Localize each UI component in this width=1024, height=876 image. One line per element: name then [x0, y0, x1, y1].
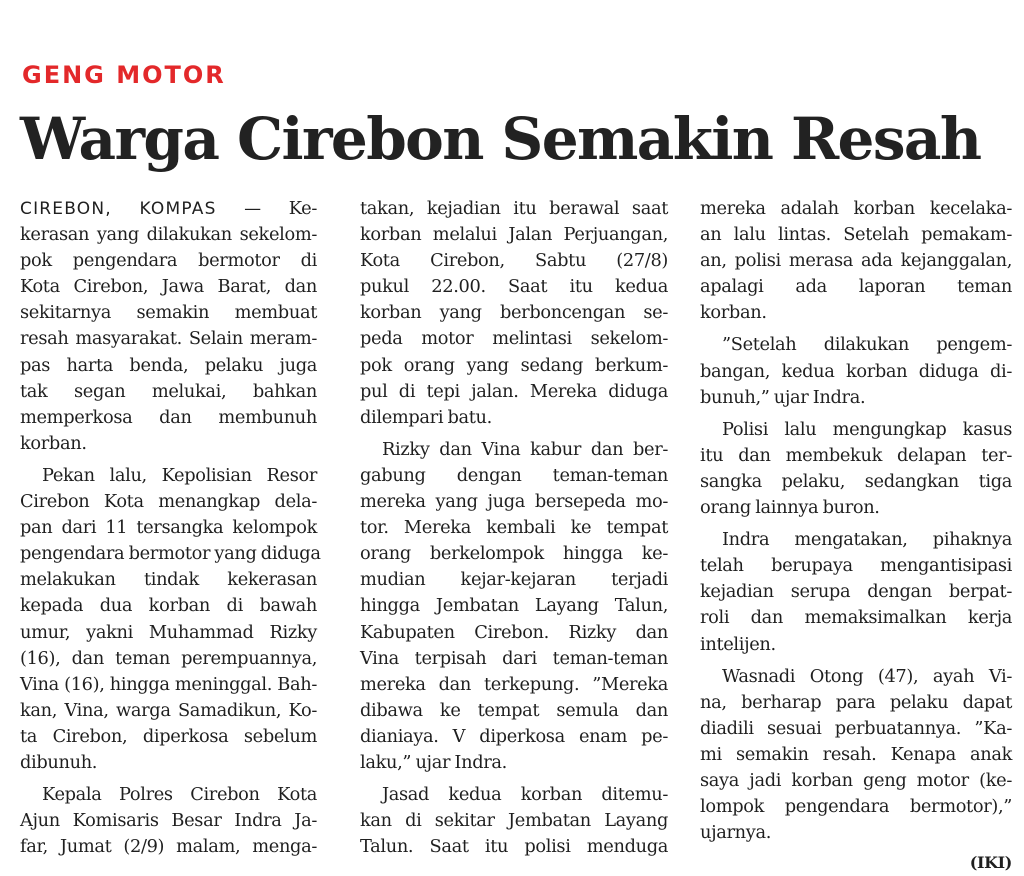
text-line: mudian kejar-kejaran terjadi [360, 569, 668, 591]
text-line: pas harta benda, pelaku juga [20, 354, 317, 376]
text-line: orang berkelompok hingga ke- [360, 543, 668, 565]
text-line: pan dari 11 tersangka kelompok [20, 517, 317, 539]
text-line: dibunuh. [20, 751, 98, 773]
text-line: lompok pengendara bermotor),” [700, 796, 1012, 818]
text-line: (16), dan teman perempuannya, [20, 647, 317, 669]
text-line: Kepala Polres Cirebon Kota [42, 784, 317, 806]
text-line: memperkosa dan membunuh [20, 406, 317, 428]
text-line: korban melalui Jalan Perjuangan, [360, 224, 668, 246]
text-line: Talun. Saat itu polisi menduga [360, 836, 668, 858]
text-line: bangan, kedua korban diduga di- [700, 360, 1012, 382]
text-line: mereka dan terkepung. ”Mereka [360, 673, 668, 695]
text-line: roli dan memaksimalkan kerja [700, 607, 1012, 629]
text-line: an, polisi merasa ada kejanggalan, [700, 250, 1012, 272]
text-line: melakukan tindak kekerasan [20, 569, 317, 591]
text-line: peda motor melintasi sekelom- [360, 328, 668, 350]
text-line: kejadian serupa dengan berpat- [700, 581, 1012, 603]
dateline: CIREBON, KOMPAS — [20, 199, 263, 219]
text-line: Polisi lalu mengungkap kasus [722, 418, 1012, 440]
text-line: pukul 22.00. Saat itu kedua [360, 276, 668, 298]
text-line: saya jadi korban geng motor (ke- [700, 769, 1012, 791]
text-line: bunuh,” ujar Indra. [700, 386, 866, 408]
text-line: pul di tepi jalan. Mereka diduga [360, 380, 668, 402]
text-line: apalagi ada laporan teman [700, 276, 1012, 298]
text-line: sangka pelaku, sedangkan tiga [700, 470, 1012, 492]
section-rubric: GENG MOTOR [22, 61, 226, 89]
text-line: mi semakin resah. Kenapa anak [700, 743, 1012, 765]
text-line: kepada dua korban di bawah [20, 595, 317, 617]
text-line: Vina (16), hingga meninggal. Bah- [20, 673, 317, 695]
text-line: itu dan membekuk delapan ter- [700, 444, 1012, 466]
text-line: Ajun Komisaris Besar Indra Ja- [20, 810, 317, 832]
text-line: ”Setelah dilakukan pengem- [722, 334, 1012, 356]
text-line: kerasan yang dilakukan sekelom- [20, 224, 317, 246]
text-line: hingga Jembatan Layang Talun, [360, 595, 668, 617]
text-line: Pekan lalu, Kepolisian Resor [42, 464, 317, 486]
text-line: pengendara bermotor yang diduga [20, 543, 321, 565]
article-column-2 [360, 196, 668, 860]
text-line: korban yang berboncengan se- [360, 302, 668, 324]
text-line: mereka yang juga bersepeda mo- [360, 491, 668, 513]
text-line: Kota Cirebon, Jawa Barat, dan [20, 276, 317, 298]
text-line: pok pengendara bermotor di [20, 250, 317, 272]
text-line: korban. [20, 432, 87, 454]
author-signature: (IKI) [969, 853, 1012, 873]
text-line: CIREBON, KOMPAS — Ke- [20, 198, 317, 219]
text-line: an lalu lintas. Setelah pemakam- [700, 224, 1012, 246]
text-line: Wasnadi Otong (47), ayah Vi- [722, 665, 1012, 687]
text-line: tak segan melukai, bahkan [20, 380, 317, 402]
text-line: gabung dengan teman-teman [360, 464, 668, 486]
text-line: Indra mengatakan, pihaknya [722, 529, 1012, 551]
text-line: kan, Vina, warga Samadikun, Ko- [20, 699, 317, 721]
text-line: kan di sekitar Jembatan Layang [360, 810, 668, 832]
text-line: far, Jumat (2/9) malam, menga- [20, 836, 317, 858]
text-line: telah berupaya mengantisipasi [700, 555, 1012, 577]
text-line: orang lainnya buron. [700, 497, 880, 519]
text-line: dilempari batu. [360, 406, 492, 428]
text-line: Cirebon Kota menangkap dela- [20, 491, 317, 513]
text-line: Rizky dan Vina kabur dan ber- [382, 438, 668, 460]
text-line: sekitarnya semakin membuat [20, 302, 317, 324]
text-line: umur, yakni Muhammad Rizky [20, 621, 317, 643]
article-column-1 [20, 196, 321, 860]
text-line: dibawa ke tempat semula dan [360, 699, 668, 721]
text-line: korban. [700, 302, 767, 324]
headline: Warga Cirebon Semakin Resah [20, 105, 981, 173]
text-line: takan, kejadian itu berawal saat [360, 198, 668, 219]
text-line: resah masyarakat. Selain meram- [20, 328, 317, 350]
text-line: na, berharap para pelaku dapat [700, 691, 1012, 713]
text-line: laku,” ujar Indra. [360, 751, 507, 773]
text-line: intelijen. [700, 633, 776, 655]
text-line: pok orang yang sedang berkum- [360, 354, 668, 376]
text-line: Jasad kedua korban ditemu- [382, 784, 668, 806]
text-line: ta Cirebon, diperkosa sebelum [20, 725, 317, 747]
text-line: diadili sesuai perbuatannya. ”Ka- [700, 717, 1012, 739]
text-line: Kabupaten Cirebon. Rizky dan [360, 621, 668, 643]
text-line: Vina terpisah dari teman-teman [360, 647, 668, 669]
text-line: dianiaya. V diperkosa enam pe- [360, 725, 668, 747]
text-line: ujarnya. [700, 822, 772, 844]
article-column-3 [700, 196, 1012, 876]
text-line: mereka adalah korban kecelaka- [700, 198, 1012, 219]
text-line: tor. Mereka kembali ke tempat [360, 517, 668, 539]
text-line: Kota Cirebon, Sabtu (27/8) [360, 250, 668, 272]
